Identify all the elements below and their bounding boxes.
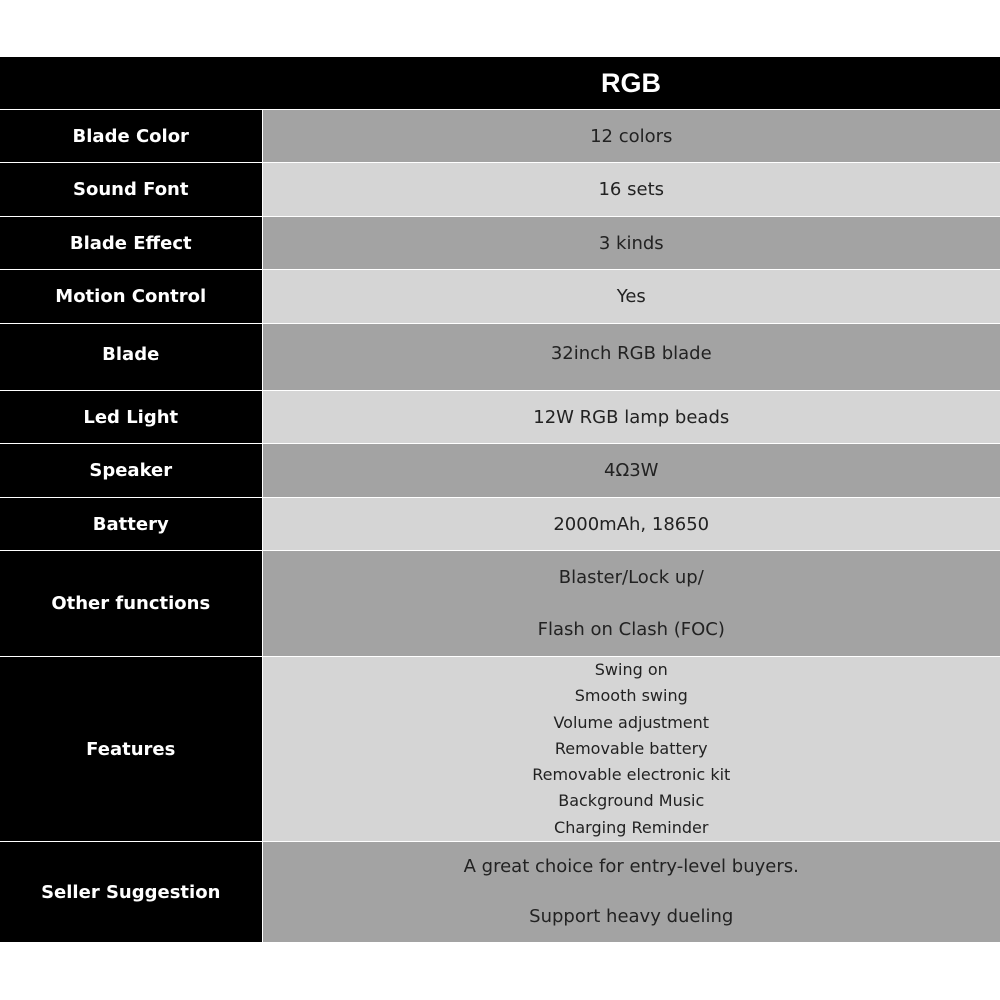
row-label-other-functions: Other functions — [0, 551, 262, 657]
row-label-led-light: Led Light — [0, 391, 262, 444]
row-label-blade: Blade — [0, 324, 262, 391]
row-value-seller-suggestion — [262, 842, 1000, 943]
other-functions-line: Blaster/Lock up/ — [558, 566, 704, 588]
row-value-motion-control: Yes — [262, 270, 1000, 324]
table-row — [0, 217, 1000, 270]
row-value-other-functions — [262, 551, 1000, 657]
row-value-features — [262, 657, 1000, 842]
spec-table — [0, 57, 1000, 943]
table-row — [0, 270, 1000, 324]
table-row — [0, 498, 1000, 551]
table-row — [0, 551, 1000, 657]
seller-suggestion-line: A great choice for entry-level buyers. — [463, 856, 799, 878]
row-value-led-light: 12W RGB lamp beads — [262, 391, 1000, 444]
table-row — [0, 110, 1000, 163]
feature-item: Swing on — [594, 660, 668, 679]
other-functions-line: Flash on Clash (FOC) — [537, 618, 725, 640]
feature-item: Removable electronic kit — [532, 765, 731, 785]
feature-item: Removable battery — [554, 738, 708, 758]
table-row — [0, 444, 1000, 498]
table-row — [0, 657, 1000, 842]
table-row — [0, 163, 1000, 217]
feature-item: Smooth swing — [574, 686, 688, 706]
table-title: RGB — [262, 57, 1000, 110]
row-value-sound-font: 16 sets — [262, 163, 1000, 217]
row-label-sound-font: Sound Font — [0, 163, 262, 217]
row-value-blade: 32inch RGB blade — [262, 324, 1000, 391]
feature-item: Background Music — [558, 791, 705, 811]
row-value-blade-effect: 3 kinds — [262, 217, 1000, 270]
table-row — [0, 842, 1000, 943]
seller-suggestion-line: Support heavy dueling — [529, 906, 734, 928]
row-label-blade-color: Blade Color — [0, 110, 262, 163]
row-label-speaker: Speaker — [0, 444, 262, 498]
table-header-row — [0, 57, 1000, 110]
row-label-seller-suggestion: Seller Suggestion — [0, 842, 262, 943]
feature-item: Volume adjustment — [553, 712, 710, 732]
row-value-blade-color: 12 colors — [262, 110, 1000, 163]
row-label-motion-control: Motion Control — [0, 270, 262, 324]
row-label-battery: Battery — [0, 498, 262, 551]
row-value-battery: 2000mAh, 18650 — [262, 498, 1000, 551]
feature-item: Charging Reminder — [554, 817, 709, 837]
header-empty-cell — [0, 57, 262, 110]
row-value-speaker: 4Ω3W — [262, 444, 1000, 498]
row-label-features: Features — [0, 657, 262, 842]
row-label-blade-effect: Blade Effect — [0, 217, 262, 270]
table-row — [0, 391, 1000, 444]
table-row — [0, 324, 1000, 391]
